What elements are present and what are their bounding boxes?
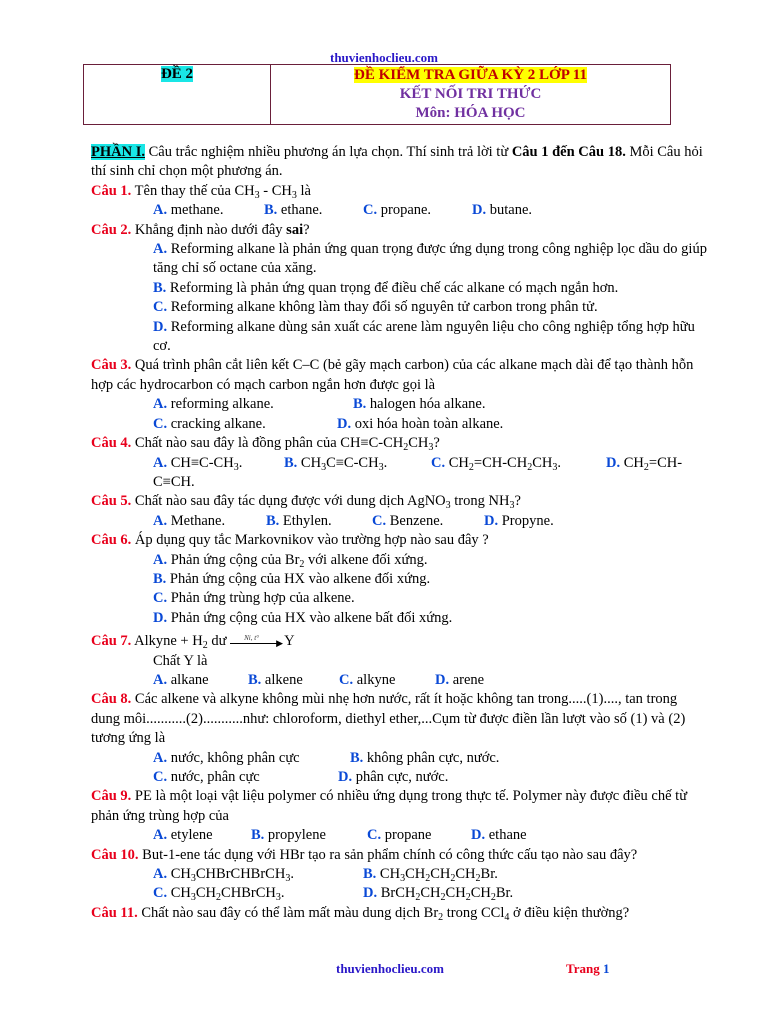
- exam-header-box: [83, 64, 671, 125]
- option-c[interactable]: C. $CH_3CH_2CHBrCH_3$.: [153, 885, 285, 904]
- question-3: Câu 3. Quá trình phân cắt liên kết C–C (bẻ gãy mạch carbon) của các alkane mạch dài để tạo thành hỗn hợp các hydrocarbon có mạch carbon ngắn hơn được gọi là: [91, 357, 694, 393]
- options-q3-row1: [91, 395, 708, 414]
- option-d[interactable]: D. Reforming alkane dùng sản xuất các arene làm nguyên liệu cho công nghiệp tổng hợp hữu cơ.: [153, 318, 695, 355]
- question-5: Câu 5. Chất nào sau đây tác dụng được với dung dịch AgNO$_3$ trong $NH_3$?: [91, 493, 521, 512]
- question-10: Câu 10. But-1-ene tác dụng với HBr tạo ra sản phẩm chính có công thức cấu tạo nào sau đây?: [91, 846, 638, 863]
- option-a[interactable]: A. alkane: [153, 671, 209, 688]
- option-a[interactable]: A. reforming alkane.: [153, 396, 274, 413]
- option-b[interactable]: B. Reforming là phản ứng quan trọng để điều chế các alkane có mạch ngắn hơn.: [153, 279, 619, 296]
- section-intro: PHẦN I. Câu trắc nghiệm nhiều phương án lựa chọn. Thí sinh trả lời từ Câu 1 đến Câu 18. Mỗi Câu hỏi thí sinh chỉ chọn một phương án.: [91, 144, 703, 180]
- option-d[interactable]: D. $BrCH_2CH_2CH_2CH_2Br$.: [363, 885, 514, 904]
- question-list: [91, 143, 708, 923]
- option-d[interactable]: D. phân cực, nước.: [338, 769, 449, 785]
- options-q4: [91, 454, 708, 473]
- option-d[interactable]: D. Propyne.: [484, 512, 554, 529]
- option-c[interactable]: C. propane: [367, 827, 432, 844]
- options-q8-row2: [91, 768, 708, 787]
- question-7: Câu 7. Alkyne + $H_2$ dư Ni, t° ▶ Y: [91, 633, 295, 652]
- options-q8-row1: [91, 749, 708, 768]
- option-c[interactable]: C. cracking alkane.: [153, 415, 266, 432]
- option-b[interactable]: B. $CH_3CH_2CH_2CH_2Br$.: [363, 866, 498, 885]
- option-b[interactable]: B. $CH_3C\equiv C-CH_3$.: [284, 454, 388, 473]
- option-b[interactable]: B. Ethylen.: [266, 512, 332, 529]
- option-a[interactable]: A. $CH\equiv C-CH_3$.: [153, 454, 243, 473]
- option-a[interactable]: A. methane.: [153, 202, 224, 219]
- question-9: Câu 9. PE là một loại vật liệu polymer có nhiều ứng dụng trong thực tế. Polymer này được điều chế từ phản ứng trùng hợp của: [91, 788, 688, 824]
- options-q10-row1: [91, 865, 708, 884]
- question-4: Câu 4. Chất nào sau đây là đồng phân của $CH\equiv C-CH_2CH_3$?: [91, 435, 440, 454]
- option-c[interactable]: C. Benzene.: [372, 512, 444, 529]
- question-8: Câu 8. Các alkene và alkyne không mùi nhẹ hơn nước, rất ít hoặc không tan trong.....(1)...., tan trong dung môi...........(2)...........như: chloroform, diethyl ether,...Cụm từ được điền lần lượt vào số (1) và (2) tương ứng là: [91, 691, 686, 747]
- exam-series: KẾT NỐI TRI THỨC: [399, 86, 542, 102]
- option-b[interactable]: B. alkene: [248, 671, 303, 688]
- page-number: Trang 1: [566, 961, 610, 976]
- question-2: Câu 2. Khẳng định nào dưới đây sai?: [91, 221, 310, 238]
- option-c[interactable]: C. alkyne: [339, 671, 396, 688]
- option-a[interactable]: A. $CH_3CHBrCHBrCH_3$.: [153, 866, 294, 885]
- option-c[interactable]: C. Reforming alkane không làm thay đổi số nguyên tử carbon trong phân tử.: [153, 299, 598, 316]
- question-1: Câu 1. Tên thay thế của $CH_3 - CH_3$ là: [91, 182, 311, 201]
- option-b[interactable]: B. halogen hóa alkane.: [353, 396, 486, 413]
- option-d[interactable]: D. $CH_2=CH-$: [606, 454, 683, 473]
- option-c[interactable]: C. nước, phân cực: [153, 769, 260, 785]
- option-d[interactable]: D. arene: [435, 671, 485, 688]
- option-c[interactable]: C. propane.: [363, 202, 432, 219]
- section-label: PHẦN I.: [91, 144, 145, 160]
- option-c[interactable]: C. $CH_2=CH-CH_2CH_3$.: [431, 454, 561, 473]
- options-q10-row2: [91, 884, 708, 903]
- site-header-link[interactable]: thuvienhoclieu.com: [330, 50, 438, 65]
- footer-site-link[interactable]: thuvienhoclieu.com: [336, 961, 444, 976]
- option-b[interactable]: B. ethane.: [264, 202, 323, 219]
- exam-title-cell: [271, 65, 670, 124]
- option-d[interactable]: D. Phản ứng cộng của HX vào alkene bất đối xứng.: [153, 609, 453, 626]
- options-q5: [91, 512, 708, 531]
- option-b[interactable]: B. không phân cực, nước.: [350, 749, 500, 766]
- question-6: Câu 6. Áp dụng quy tắc Markovnikov vào trường hợp nào sau đây ?: [91, 532, 489, 549]
- option-b[interactable]: B. propylene: [251, 827, 326, 844]
- option-a[interactable]: A. Reforming alkane là phản ứng quan trọng được ứng dụng trong công nghiệp lọc dầu do giúp tăng chỉ số octane của xăng.: [153, 241, 707, 277]
- exam-code: ĐỀ 2: [160, 66, 194, 82]
- option-a[interactable]: A. etylene: [153, 827, 213, 844]
- exam-title: ĐỀ KIỂM TRA GIỮA KỲ 2 LỚP 11: [354, 67, 587, 83]
- options-q4-wrap: C≡CH.: [153, 473, 195, 490]
- reaction-arrow-icon: Ni, t° ▶: [230, 636, 284, 648]
- options-q7: [91, 671, 708, 690]
- option-d[interactable]: D. oxi hóa hoàn toàn alkane.: [337, 415, 504, 432]
- exam-subject: Môn: HÓA HỌC: [415, 105, 526, 121]
- options-q9: [91, 826, 708, 845]
- question-11: Câu 11. Chất nào sau đây có thể làm mất màu dung dịch $Br_2$ trong CCl$_4$ ở điều kiện thường?: [91, 904, 630, 923]
- option-a[interactable]: A. nước, không phân cực: [153, 749, 300, 766]
- option-a[interactable]: A. Phản ứng cộng của $Br_2$ với alkene đối xứng.: [153, 551, 428, 570]
- option-d[interactable]: D. butane.: [472, 202, 533, 219]
- option-a[interactable]: A. Methane.: [153, 512, 226, 529]
- option-d[interactable]: D. ethane: [471, 827, 527, 844]
- options-q1: [91, 201, 708, 220]
- exam-code-cell: [84, 65, 271, 124]
- option-b[interactable]: B. Phản ứng cộng của HX vào alkene đối xứng.: [153, 570, 431, 587]
- question-7-line2: Chất Y là: [153, 652, 208, 669]
- options-q3-row2: [91, 415, 708, 434]
- option-c[interactable]: C. Phản ứng trùng hợp của alkene.: [153, 590, 355, 607]
